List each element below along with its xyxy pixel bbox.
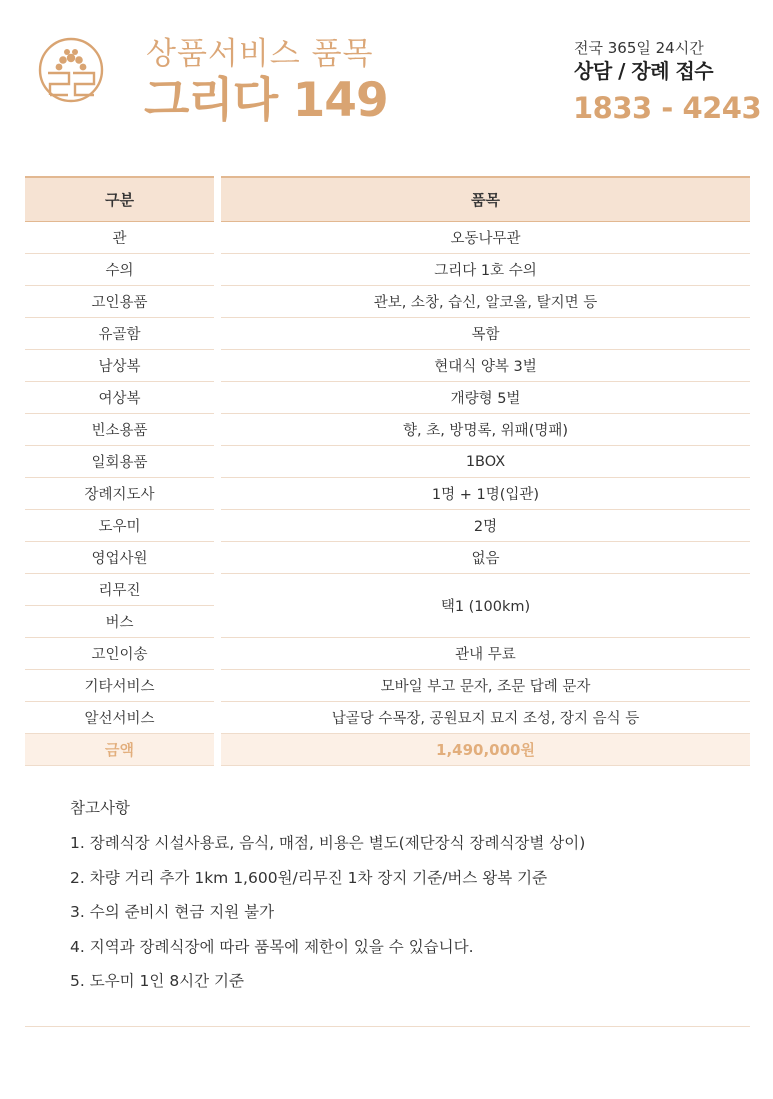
table-row — [25, 510, 750, 542]
row-category: 일회용품 — [25, 446, 214, 478]
row-item: 2명 — [221, 510, 750, 542]
row-item: 납골당 수목장, 공원묘지 묘지 조성, 장지 음식 등 — [221, 702, 750, 734]
table-row — [25, 286, 750, 318]
note-item: 4. 지역과 장례식장에 따라 품목에 제한이 있을 수 있습니다. — [70, 937, 474, 956]
row-category: 도우미 — [25, 510, 214, 542]
row-category: 고인용품 — [25, 286, 214, 318]
row-category: 알선서비스 — [25, 702, 214, 734]
header-category: 구분 — [25, 176, 214, 222]
table-row — [25, 542, 750, 574]
note-item: 5. 도우미 1인 8시간 기준 — [70, 972, 245, 990]
row-category-limousine: 리무진 — [25, 574, 214, 606]
header-item: 품목 — [221, 176, 750, 222]
total-label: 금액 — [25, 734, 214, 766]
table-row — [25, 350, 750, 382]
note-item: 2. 차량 거리 추가 1km 1,600원/리무진 1차 장지 기준/버스 왕복 기준 — [70, 868, 548, 887]
row-category: 관 — [25, 222, 214, 254]
row-category: 수의 — [25, 254, 214, 286]
table-total-row — [25, 734, 750, 766]
contact-hours: 전국 365일 24시간 — [574, 39, 704, 57]
notes-list — [70, 826, 730, 999]
table-row — [25, 414, 750, 446]
table-header-row — [25, 176, 750, 222]
note-item: 3. 수의 준비시 현금 지원 불가 — [70, 903, 275, 921]
row-item: 관내 무료 — [221, 638, 750, 670]
row-category: 빈소용품 — [25, 414, 214, 446]
row-item: 1BOX — [221, 446, 750, 478]
table-row — [25, 478, 750, 510]
page-header — [0, 0, 773, 150]
row-item-vehicle: 택1 (100km) — [221, 574, 750, 638]
row-item: 개량형 5벌 — [221, 382, 750, 414]
table-row — [25, 638, 750, 670]
row-category: 여상복 — [25, 382, 214, 414]
table-row — [25, 702, 750, 734]
table-row-vehicle — [25, 574, 750, 606]
row-item: 현대식 양복 3벌 — [221, 350, 750, 382]
reference-notes — [70, 795, 730, 999]
row-item: 모바일 부고 문자, 조문 답례 문자 — [221, 670, 750, 702]
row-category: 장례지도사 — [25, 478, 214, 510]
row-item: 1명 + 1명(입관) — [221, 478, 750, 510]
row-category: 고인이송 — [25, 638, 214, 670]
total-price: 1,490,000원 — [221, 734, 750, 766]
row-item: 관보, 소창, 습신, 알코올, 탈지면 등 — [221, 286, 750, 318]
row-item: 없음 — [221, 542, 750, 574]
grida-logo-icon — [38, 37, 104, 103]
brand-title: 그리다 149 — [144, 73, 388, 128]
row-category: 유골함 — [25, 318, 214, 350]
row-item: 목함 — [221, 318, 750, 350]
table-row — [25, 382, 750, 414]
bottom-divider — [25, 1026, 750, 1027]
table-row — [25, 670, 750, 702]
contact-label: 상담 / 장례 접수 — [574, 59, 714, 83]
contact-phone: 1833 - 4243 — [573, 91, 762, 125]
table-row — [25, 446, 750, 478]
row-item: 그리다 1호 수의 — [221, 254, 750, 286]
table-row — [25, 222, 750, 254]
sub-brand-title: 상품서비스 품목 — [146, 36, 374, 72]
row-item: 향, 초, 방명록, 위패(명패) — [221, 414, 750, 446]
row-category: 영업사원 — [25, 542, 214, 574]
table-row — [25, 254, 750, 286]
row-item: 오동나무관 — [221, 222, 750, 254]
row-category-bus: 버스 — [25, 606, 214, 638]
service-items-table — [25, 176, 750, 766]
notes-title: 참고사항 — [70, 799, 130, 817]
row-category: 남상복 — [25, 350, 214, 382]
table-row — [25, 318, 750, 350]
note-item: 1. 장례식장 시설사용료, 음식, 매점, 비용은 별도(제단장식 장례식장별 상이) — [70, 834, 586, 852]
row-category: 기타서비스 — [25, 670, 214, 702]
